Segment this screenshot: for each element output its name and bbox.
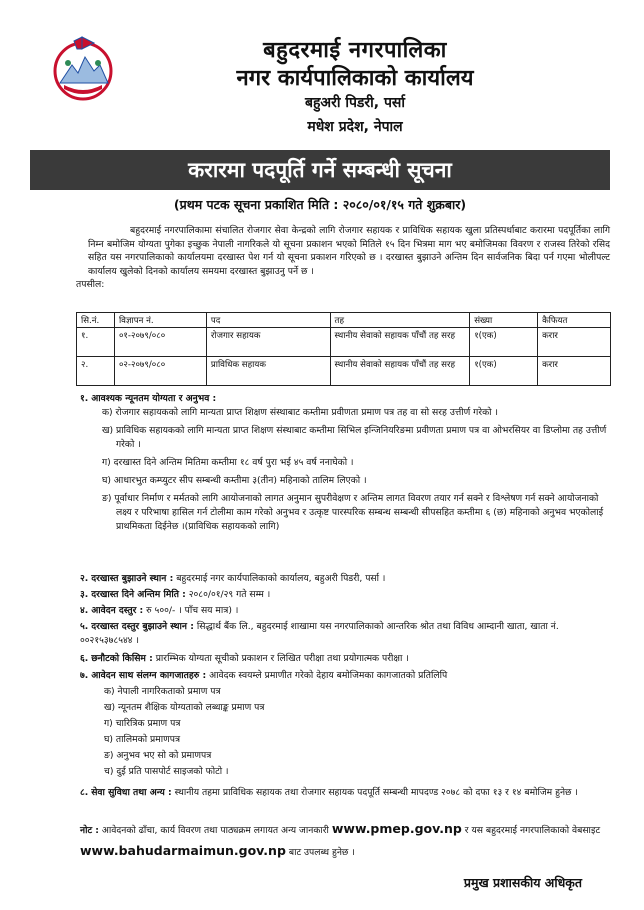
table-row [77, 357, 611, 386]
list-item: क) नेपाली नागरिकताको प्रमाण पत्र [104, 686, 221, 697]
table-row [77, 328, 611, 357]
office-name: नगर कार्यपालिकाको कार्यालय [236, 66, 474, 91]
section-text: बहुदरमाई नगर कार्यपालिकाको कार्यालय, बहुअरी पिडरी, पर्सा । [176, 573, 386, 584]
section-label: सेवा सुविधा तथा अन्य : [91, 787, 172, 798]
section-text: रु ५००/- । पाँच सय मात्र) । [146, 605, 239, 616]
address-line-1: बहुअरी पिडरी, पर्सा [304, 95, 405, 111]
section-number: २. [80, 573, 89, 584]
list-item: ख) न्यूनतम शैक्षिक योग्यताको लब्धाङ्क प्रमाण पत्र [104, 702, 265, 713]
list-item: क) रोजगार सहायकको लागि मान्यता प्राप्त शिक्षण संस्थाबाट कम्तीमा प्रवीणता प्रमाण पत्र तह वा सो सरह उत्तीर्ण गरेको । [102, 407, 498, 418]
section-text: आवेदक स्वयम्ले प्रमाणीत गरेको देहाय बमोजिमका कागजातको प्रतिलिपि [209, 670, 448, 681]
note-paragraph [80, 819, 612, 863]
col-header-ad-no: विज्ञापन नं. [114, 313, 206, 328]
note-text-2: र यस बहुदरमाई नगरपालिकाको वेबसाइट [464, 825, 601, 836]
section-label: दरखास्त दिने अन्तिम मिति : [91, 589, 186, 600]
section-number: ७. [80, 670, 89, 681]
col-header-sn: सि.नं. [77, 313, 115, 328]
details-label: तपसील: [76, 279, 105, 290]
note-label: नोट : [80, 825, 99, 836]
section-service-benefits [80, 786, 612, 800]
address-line-2: मधेश प्रदेश, नेपाल [307, 119, 403, 135]
table-cell: १. [77, 328, 115, 357]
section-fee [80, 604, 612, 618]
section-selection-type [80, 652, 612, 666]
nepal-emblem-icon [52, 35, 114, 103]
note-text-3: बाट उपलब्ध हुनेछ । [288, 847, 355, 858]
list-item: च) दुई प्रति पासपोर्ट साइजको फोटो । [104, 766, 229, 777]
section-number: ४. [80, 605, 89, 616]
municipality-name: बहुदरमाई नगरपालिका [263, 38, 447, 63]
col-header-remarks: कैफियत [538, 313, 611, 328]
section-label: आवेदन दस्तुर : [91, 605, 144, 616]
section-submission-place [80, 572, 612, 586]
section-deadline [80, 588, 612, 602]
list-item: घ) आधारभुत कम्प्युटर सीप सम्बन्धी कम्तीमा ३(तीन) महिनाको तालिम लिएको । [102, 475, 367, 486]
section-documents [80, 669, 612, 779]
section-qualification [80, 392, 612, 534]
intro-text: बहुदरमाई नगरपालिकामा संचालित रोजगार सेवा केन्द्रको लागि रोजगार सहायक र प्राविधिक सहायक खुला प्रतिस्पर्धाबाट करारमा पदपूर्तिका लागि निम्न बमोजिम योग्यता पुगेका इच्छुक नेपाली नागरिकले यो सूचना प्रकाशन भएको मितिले १५ दिन भित्रमा माग भए बमोजिमका विवरण र राजस्व तिरेको रसिद सहित यस नगरपालिकाको कार्यालयमा दरखास्त पेश गर्न यो सूचना प्रकाशन गरिएको छ । दरखास्त बुझाउने अन्तिम दिन सार्वजनिक बिदा पर्न गएमा भोलीपल्ट कार्यालय खुलेको दिनको कार्यालय समयमा दरखास्त बुझाउनु पर्ने छ । [88, 225, 610, 277]
section-number: ३. [80, 589, 89, 600]
col-header-count: संख्या [470, 313, 538, 328]
table-cell: करार [538, 328, 611, 357]
section-label: आवेदन साथ संलग्न कागजातहरु : [91, 670, 207, 681]
notice-title-banner: करारमा पदपूर्ति गर्ने सम्बन्धी सूचना [30, 150, 610, 190]
list-item: ग) चारित्रिक प्रमाण पत्र [104, 718, 181, 729]
list-item: घ) तालिमको प्रमाणपत्र [104, 734, 181, 745]
section-label: दरखास्त बुझाउने स्थान : [91, 573, 174, 584]
table-cell: स्थानीय सेवाको सहायक पाँचौं तह सरह [330, 328, 470, 357]
table-cell: २. [77, 357, 115, 386]
section-text: सिद्धार्थ बैंक लि., बहुदरमाई शाखामा यस नगरपालिकाको आन्तरिक श्रोत तथा विविध आम्दानी खाता, खाता नं. ००२१५३७८५४४ । [80, 621, 559, 646]
list-item: ङ) अनुभव भए सो को प्रमाणपत्र [104, 750, 212, 761]
table-cell: करार [538, 357, 611, 386]
section-label: छनौटको किसिम : [91, 653, 153, 664]
table-cell: १(एक) [470, 357, 538, 386]
col-header-level: तह [330, 313, 470, 328]
section-number: ६. [80, 653, 89, 664]
list-item: ङ) पूर्वाधार निर्माण र मर्मतको लागि आयोजनाको लागत अनुमान सुपरीवेक्षण र अन्तिम लागत विवरण तयार गर्न सक्ने र विश्लेषण गर्न सक्ने आयोजनाको लक्ष्य र परिभाषा हासिल गर्न टोलीमा काम गरेको अनुभव र उत्कृष्ट पारस्परिक सम्बन्ध सम्बन्धी सीपसहित कम्तीमा ६ (छ) महिनाको अनुभव भएकोलाई प्राथमिकता दिईनेछ ।(प्राविधिक सहायकको लागि) [102, 493, 604, 532]
col-header-post: पद [206, 313, 330, 328]
section-label: आवश्यक न्यूनतम योग्यता र अनुभव : [91, 393, 217, 404]
pmep-website-link[interactable]: www.pmep.gov.np [331, 821, 462, 836]
section-text: २०८०/०१/२९ गते सम्म । [188, 589, 271, 600]
section-text: प्रारम्भिक योग्यता सूचीको प्रकाशन र लिखित परीक्षा तथा प्रयोगात्मक परीक्षा । [155, 653, 409, 664]
list-item: ग) दरखास्त दिने अन्तिम मितिमा कम्तीमा १८ वर्ष पुरा भई ४५ वर्ष ननाघेको । [102, 457, 354, 468]
table-cell: स्थानीय सेवाको सहायक पाँचौं तह सरह [330, 357, 470, 386]
publication-date: (प्रथम पटक सूचना प्रकाशित मिति : २०८०/०१/१५ गते शुक्रबार) [173, 197, 467, 212]
table-cell: ०२-२०७९/०८० [114, 357, 206, 386]
table-cell: १(एक) [470, 328, 538, 357]
section-number: १. [80, 393, 89, 404]
section-label: दरखास्त दस्तुर बुझाउने स्थान : [91, 621, 194, 632]
section-text: स्थानीय तहमा प्राविधिक सहायक तथा रोजगार सहायक पदपूर्ति सम्बन्धी मापदण्ड २०७८ को दफा १३ र १४ बमोजिम हुनेछ । [174, 787, 578, 798]
vacancy-table [76, 312, 611, 386]
section-fee-deposit [80, 620, 612, 648]
table-cell: प्राविधिक सहायक [206, 357, 330, 386]
section-number: ८. [80, 787, 89, 798]
intro-paragraph [76, 224, 610, 292]
section-number: ५. [80, 621, 89, 632]
table-cell: ०१-२०७९/०८० [114, 328, 206, 357]
table-header-row [77, 313, 611, 328]
table-cell: रोजगार सहायक [206, 328, 330, 357]
list-item: ख) प्राविधिक सहायकको लागि मान्यता प्राप्त शिक्षण संस्थाबाट कम्तीमा सिभिल इन्जिनियरिङमा प्रवीणता प्रमाण पत्र वा ओभरसियर वा डिप्लोमा तह उत्तीर्ण गरेको । [102, 425, 607, 450]
note-text-1: आवेदनको ढाँचा, कार्य विवरण तथा पाठ्यक्रम लगायत अन्य जानकारी [101, 825, 329, 836]
municipality-website-link[interactable]: www.bahudarmaimun.gov.np [80, 843, 286, 858]
signatory-title: प्रमुख प्रशासकीय अधिकृत [463, 875, 582, 890]
